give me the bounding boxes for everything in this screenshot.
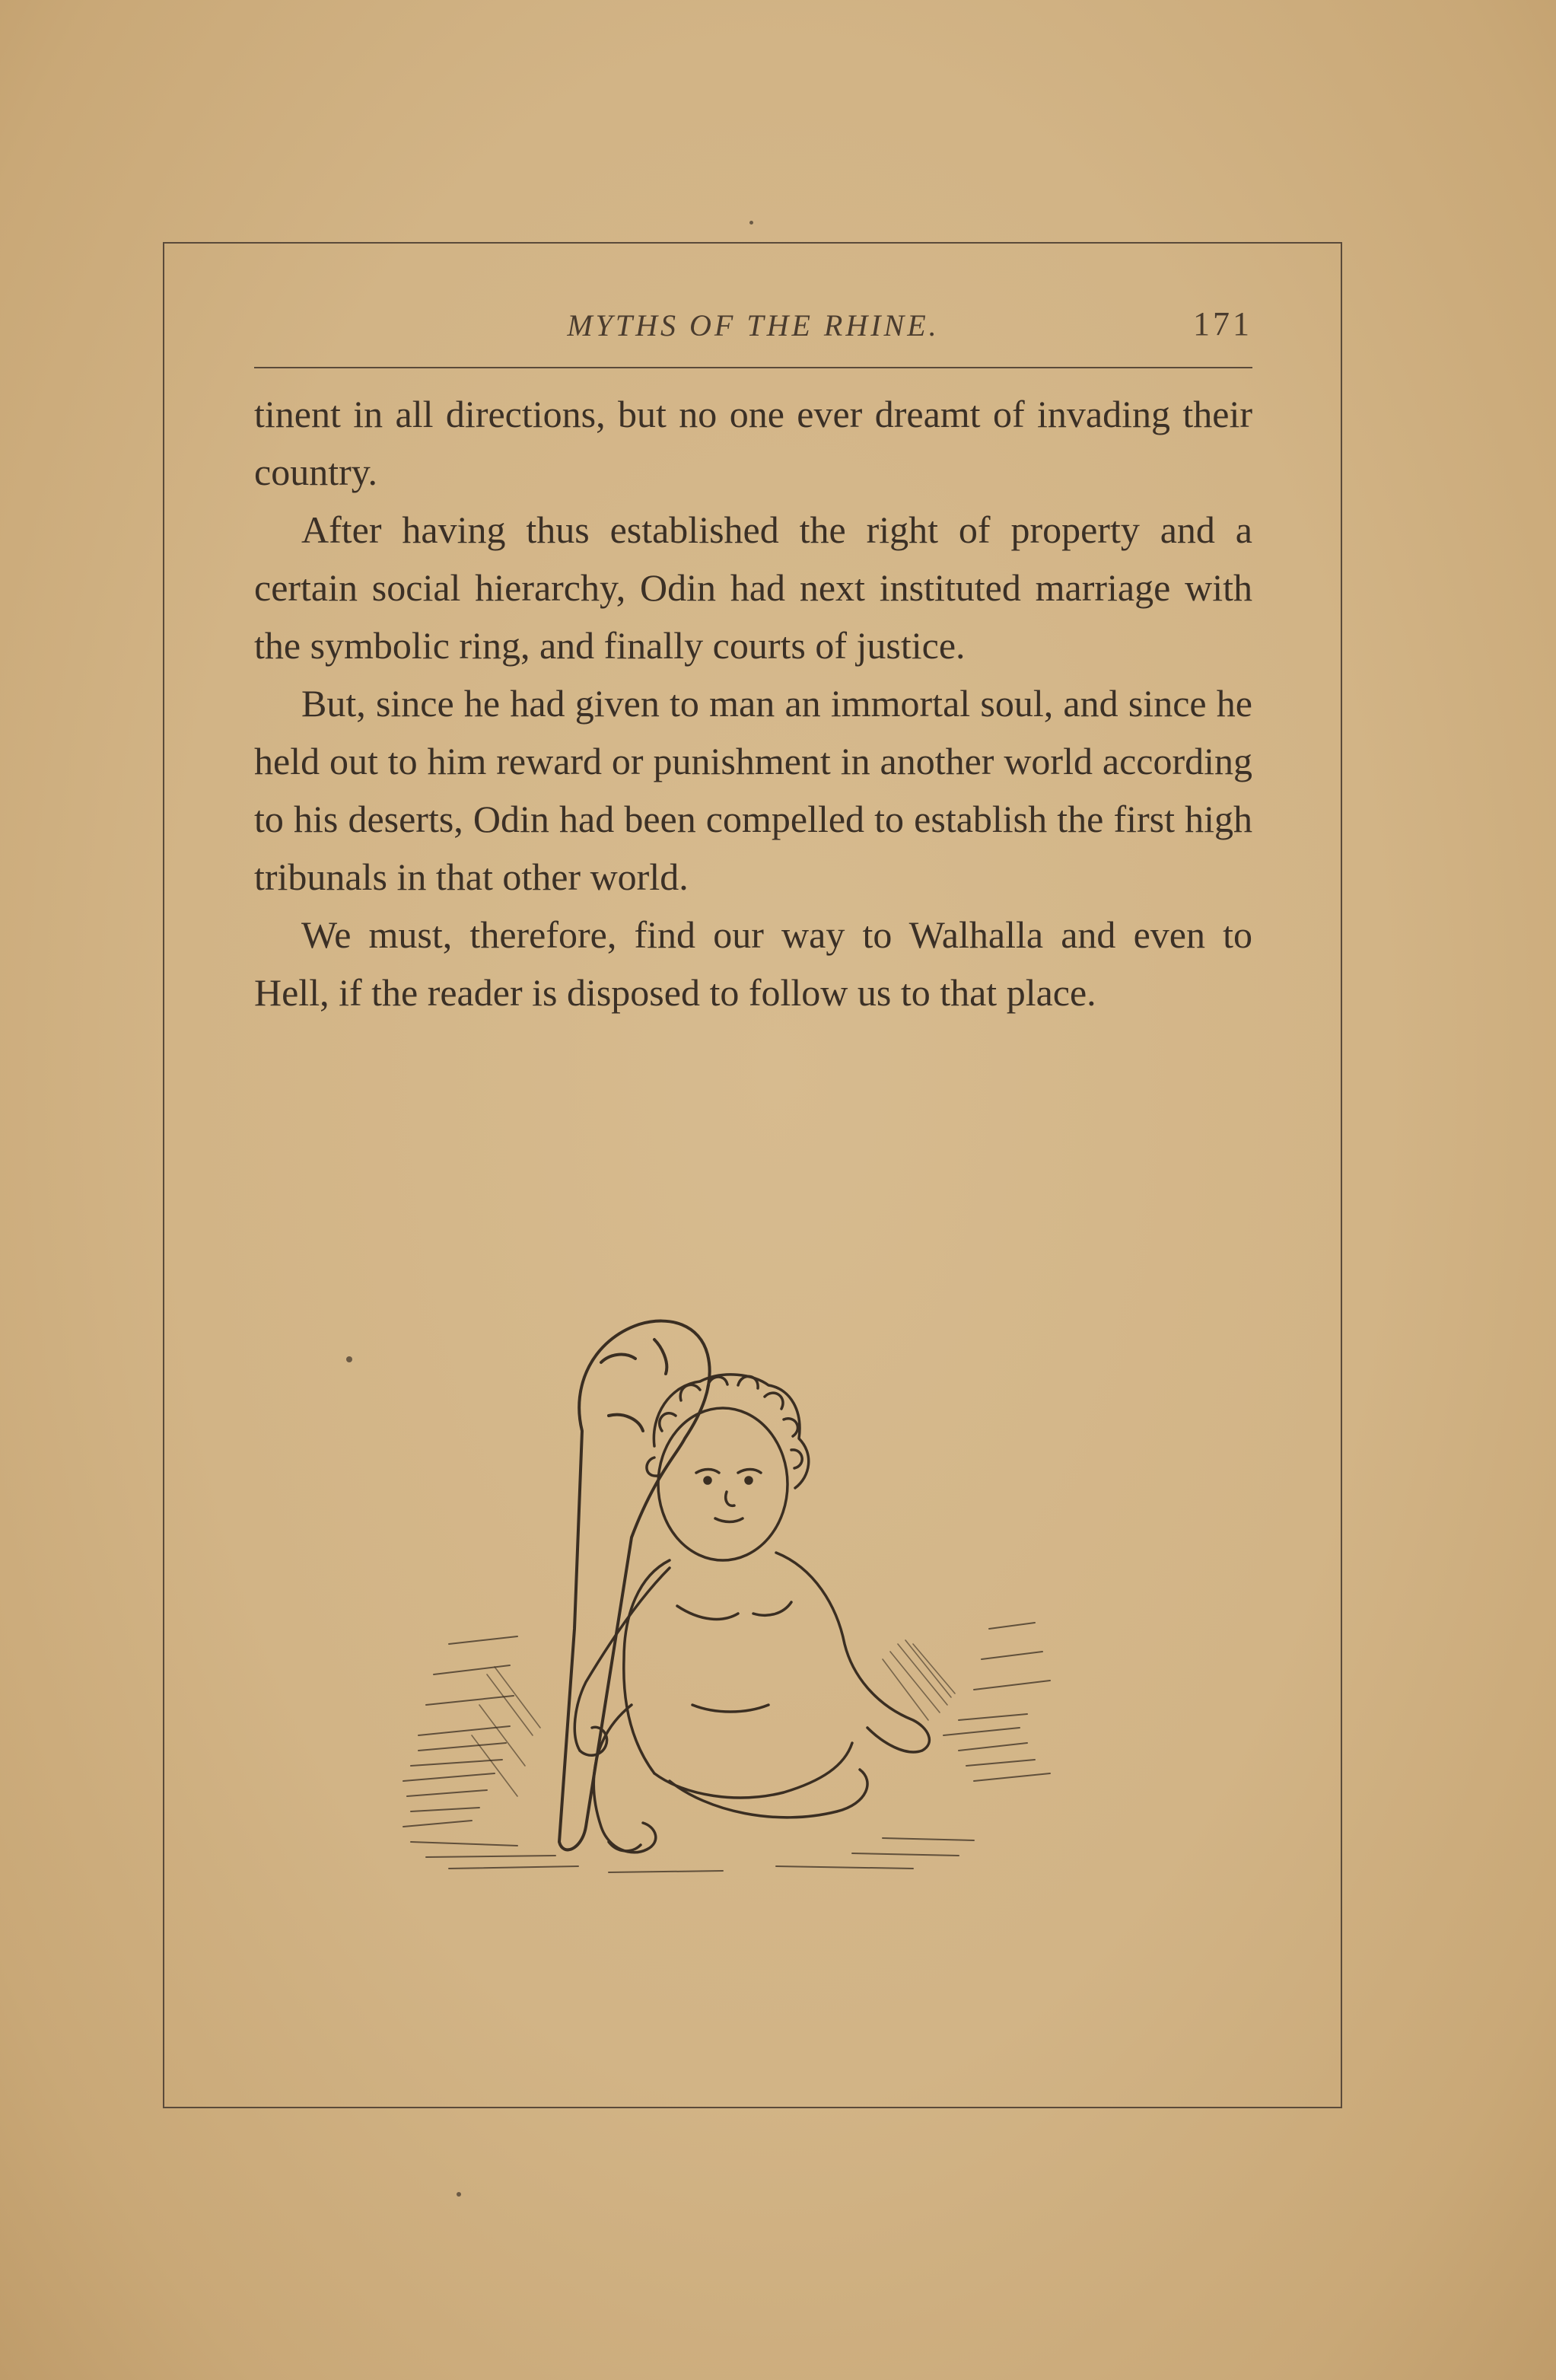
cherub-head [647,1375,809,1560]
club-icon [559,1321,710,1850]
cherub-body [624,1553,930,1798]
cherub-legs [593,1705,867,1853]
paragraph-2: After having thus established the right of property and a certain social hierarchy, Odin had next instituted marriage with the symbolic ring, and finally courts of justice. [254,508,1252,667]
paragraph-4: We must, therefore, find our way to Walhalla and even to Hell, if the reader is disposed to follow us to that place. [254,913,1252,1014]
page-number: 171 [1193,305,1252,343]
paper-speck [749,221,753,225]
paragraph-1: tinent in all directions, but no one ever dreamt of invading their country. [254,393,1252,493]
body-text [254,385,1252,1021]
paper-speck [346,1356,352,1362]
cherub-illustration [380,1248,1126,1933]
shadow-hatching [472,1640,955,1796]
ground-hatching [403,1623,1050,1872]
running-title: MYTHS OF THE RHINE. [567,308,940,343]
paragraph-3: But, since he had given to man an immortal soul, and since he held out to him reward or punishment in another world according to his deserts, Odin had been compelled to establish the first high tribunals in that other world. [254,682,1252,898]
running-header [254,298,1252,368]
paper-speck [457,2192,461,2197]
